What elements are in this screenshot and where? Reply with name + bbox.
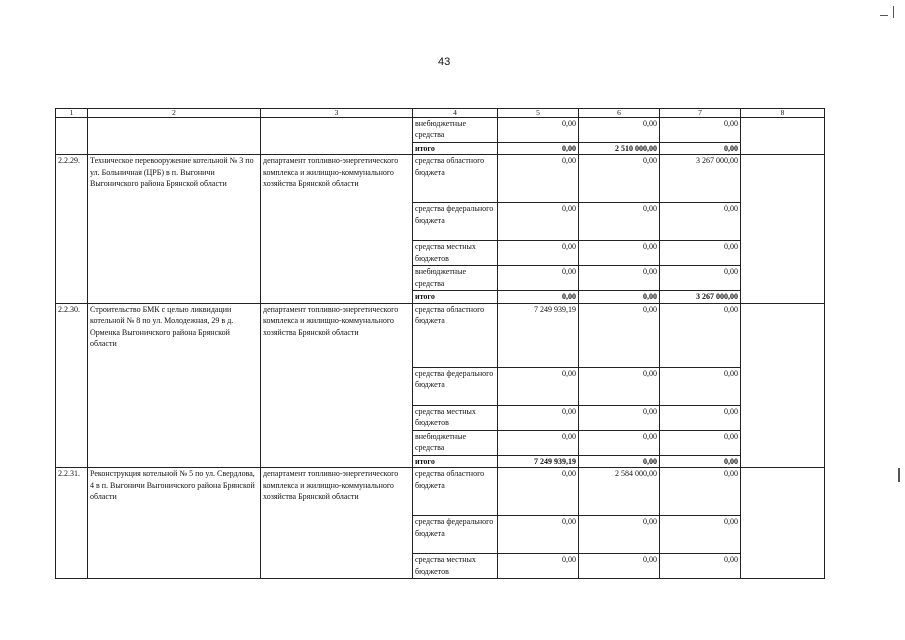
- amount-cell-col7: 0,00: [660, 430, 741, 455]
- amount-cell-col6: 0,00: [579, 303, 660, 367]
- amount-cell-col6: 0,00: [579, 241, 660, 266]
- funding-source-cell: средства местных бюджетов: [413, 241, 498, 266]
- amount-cell-col6: 0,00: [579, 367, 660, 405]
- item-name-cell: Реконструкция котельной № 5 по ул. Свердлова, 4 в п. Выгоничи Выгоничского района Брянской области: [88, 468, 261, 579]
- amount-cell-col7: 0,00: [660, 554, 741, 579]
- executor-cell: департамент топливно-энергетического комплекса и жилищно-коммунального хозяйства Брянской области: [261, 468, 413, 579]
- notes-cell: [741, 118, 825, 155]
- amount-cell-col7: 0,00: [660, 455, 741, 467]
- notes-cell: [741, 468, 825, 579]
- amount-cell-col6: 2 584 000,00: [579, 468, 660, 516]
- amount-cell-col5: 0,00: [498, 430, 579, 455]
- funding-source-cell: средства местных бюджетов: [413, 405, 498, 430]
- amount-cell-col7: 0,00: [660, 266, 741, 291]
- amount-cell-col6: 0,00: [579, 155, 660, 203]
- amount-cell-col7: 0,00: [660, 143, 741, 155]
- column-header: 3: [261, 109, 413, 118]
- funding-source-cell: средства областного бюджета: [413, 468, 498, 516]
- amount-cell-col7: 0,00: [660, 241, 741, 266]
- amount-cell-col7: 3 267 000,00: [660, 291, 741, 303]
- amount-cell-col5: 0,00: [498, 405, 579, 430]
- column-header: 7: [660, 109, 741, 118]
- amount-cell-col6: 0,00: [579, 516, 660, 554]
- item-code-cell: 2.2.30.: [56, 303, 88, 467]
- amount-cell-col7: 0,00: [660, 405, 741, 430]
- funding-source-cell: внебюджетные средства: [413, 430, 498, 455]
- amount-cell-col6: 2 510 000,00: [579, 143, 660, 155]
- item-name-cell: Техническое перевооружение котельной № 3 по ул. Больничная (ЦРБ) в п. Выгоничи Выгоничского района Брянской области: [88, 155, 261, 303]
- amount-cell-col7: 0,00: [660, 203, 741, 241]
- column-header: 5: [498, 109, 579, 118]
- executor-cell: [261, 118, 413, 155]
- item-name-cell: [88, 118, 261, 155]
- amount-cell-col7: 0,00: [660, 367, 741, 405]
- amount-cell-col6: 0,00: [579, 430, 660, 455]
- funding-source-cell: средства федерального бюджета: [413, 203, 498, 241]
- budget-table: [55, 108, 825, 579]
- funding-source-cell: итого: [413, 455, 498, 467]
- funding-source-cell: внебюджетные средства: [413, 118, 498, 143]
- amount-cell-col7: 0,00: [660, 303, 741, 367]
- executor-cell: департамент топливно-энергетического комплекса и жилищно-коммунального хозяйства Брянской области: [261, 303, 413, 467]
- amount-cell-col5: 0,00: [498, 241, 579, 266]
- notes-cell: [741, 155, 825, 303]
- table-row: [56, 155, 825, 203]
- amount-cell-col6: 0,00: [579, 554, 660, 579]
- funding-source-cell: средства федерального бюджета: [413, 367, 498, 405]
- column-header: 6: [579, 109, 660, 118]
- funding-source-cell: средства областного бюджета: [413, 303, 498, 367]
- table-row: [56, 468, 825, 516]
- amount-cell-col6: 0,00: [579, 118, 660, 143]
- item-name-cell: Строительство БМК с целью ликвидации котельной № 8 по ул. Молодежная, 29 в д. Орменка Выгоничского района Брянской области: [88, 303, 261, 467]
- amount-cell-col5: 0,00: [498, 367, 579, 405]
- amount-cell-col5: 0,00: [498, 143, 579, 155]
- amount-cell-col5: 0,00: [498, 118, 579, 143]
- item-code-cell: 2.2.31.: [56, 468, 88, 579]
- amount-cell-col5: 0,00: [498, 155, 579, 203]
- amount-cell-col5: 0,00: [498, 203, 579, 241]
- table-row: [56, 303, 825, 367]
- amount-cell-col6: 0,00: [579, 455, 660, 467]
- amount-cell-col7: 0,00: [660, 468, 741, 516]
- amount-cell-col6: 0,00: [579, 405, 660, 430]
- funding-source-cell: итого: [413, 143, 498, 155]
- amount-cell-col5: 7 249 939,19: [498, 303, 579, 367]
- amount-cell-col5: 0,00: [498, 291, 579, 303]
- funding-source-cell: средства федерального бюджета: [413, 516, 498, 554]
- scan-speck: [898, 468, 900, 482]
- funding-source-cell: средства местных бюджетов: [413, 554, 498, 579]
- amount-cell-col5: 0,00: [498, 516, 579, 554]
- page-number: 43: [438, 56, 451, 68]
- column-header: 1: [56, 109, 88, 118]
- amount-cell-col6: 0,00: [579, 266, 660, 291]
- amount-cell-col6: 0,00: [579, 291, 660, 303]
- funding-source-cell: средства областного бюджета: [413, 155, 498, 203]
- amount-cell-col7: 0,00: [660, 516, 741, 554]
- column-header: 2: [88, 109, 261, 118]
- item-code-cell: [56, 118, 88, 155]
- column-header: 4: [413, 109, 498, 118]
- amount-cell-col7: 0,00: [660, 118, 741, 143]
- funding-source-cell: внебюджетные средства: [413, 266, 498, 291]
- amount-cell-col5: 0,00: [498, 266, 579, 291]
- column-header: 8: [741, 109, 825, 118]
- scan-speck: [880, 15, 888, 16]
- header-row: [56, 109, 825, 118]
- amount-cell-col5: 0,00: [498, 554, 579, 579]
- notes-cell: [741, 303, 825, 467]
- amount-cell-col5: 0,00: [498, 468, 579, 516]
- item-code-cell: 2.2.29.: [56, 155, 88, 303]
- amount-cell-col7: 3 267 000,00: [660, 155, 741, 203]
- funding-source-cell: итого: [413, 291, 498, 303]
- executor-cell: департамент топливно-энергетического комплекса и жилищно-коммунального хозяйства Брянской области: [261, 155, 413, 303]
- amount-cell-col6: 0,00: [579, 203, 660, 241]
- amount-cell-col5: 7 249 939,19: [498, 455, 579, 467]
- scan-speck: [893, 6, 894, 18]
- table-row: [56, 118, 825, 143]
